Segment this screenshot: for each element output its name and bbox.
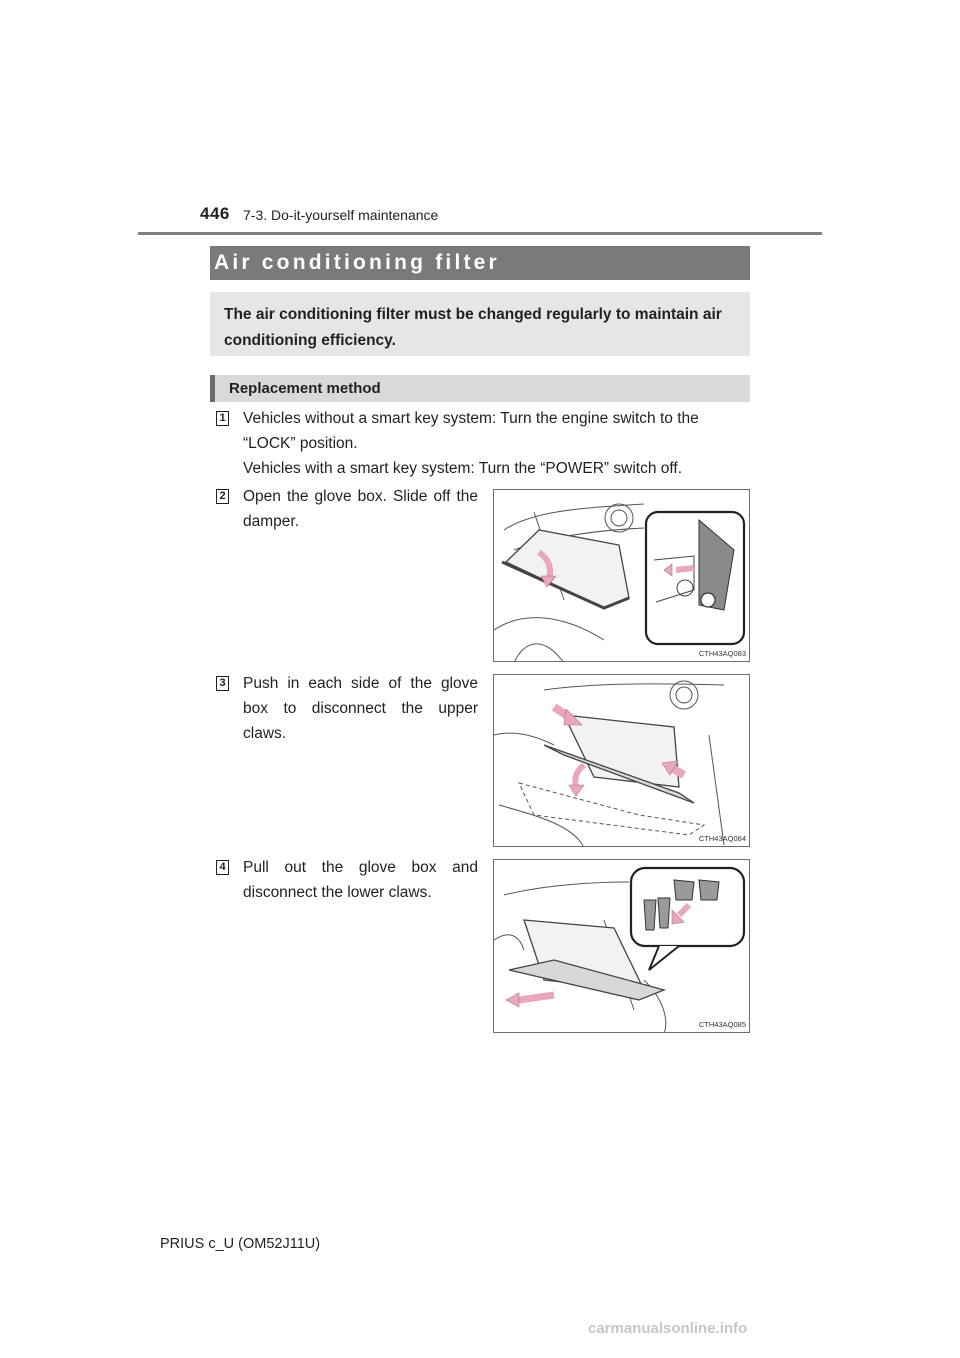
step-3-text: Push in each side of the glove box to disconnect the upper claws. xyxy=(243,675,478,742)
glove-box-pull-illustration xyxy=(494,860,750,1033)
section-path: 7-3. Do-it-yourself maintenance xyxy=(243,207,439,223)
step-number-1: 1 xyxy=(216,411,229,426)
header-rule xyxy=(138,232,822,235)
figure-code-085: CTH43AQ085 xyxy=(698,1020,746,1029)
step-number-4: 4 xyxy=(216,860,229,875)
page-title: Air conditioning filter xyxy=(214,251,500,274)
glove-box-push-illustration xyxy=(494,675,750,847)
watermark: carmanualsonline.info xyxy=(588,1320,748,1337)
figure-glove-box-pull xyxy=(493,859,750,1033)
title-bar xyxy=(210,246,750,280)
figure-code-083: CTH43AQ083 xyxy=(698,649,746,658)
step-4-text: Pull out the glove box and disconnect the lower claws. xyxy=(243,859,478,901)
intro-text: The air conditioning filter must be changed regularly to maintain air conditioning efficiency. xyxy=(224,306,722,349)
footer-model: PRIUS c_U (OM52J11U) xyxy=(160,1236,321,1252)
figure-glove-box-open xyxy=(493,489,750,662)
glove-box-open-illustration xyxy=(494,490,750,662)
figure-glove-box-push xyxy=(493,674,750,847)
step-1-text-a: Vehicles without a smart key system: Turn the engine switch to the “LOCK” position. xyxy=(243,410,699,452)
step-number-2: 2 xyxy=(216,489,229,504)
figure-code-084: CTH43AQ084 xyxy=(698,834,746,843)
page-number: 446 xyxy=(200,204,230,223)
subheading: Replacement method xyxy=(229,380,381,397)
step-1-text-b: Vehicles with a smart key system: Turn the “POWER” switch off. xyxy=(243,460,683,477)
intro-box xyxy=(210,292,750,356)
step-number-3: 3 xyxy=(216,676,229,691)
subheading-bar xyxy=(210,375,750,402)
step-2-text: Open the glove box. Slide off the damper. xyxy=(243,488,478,530)
